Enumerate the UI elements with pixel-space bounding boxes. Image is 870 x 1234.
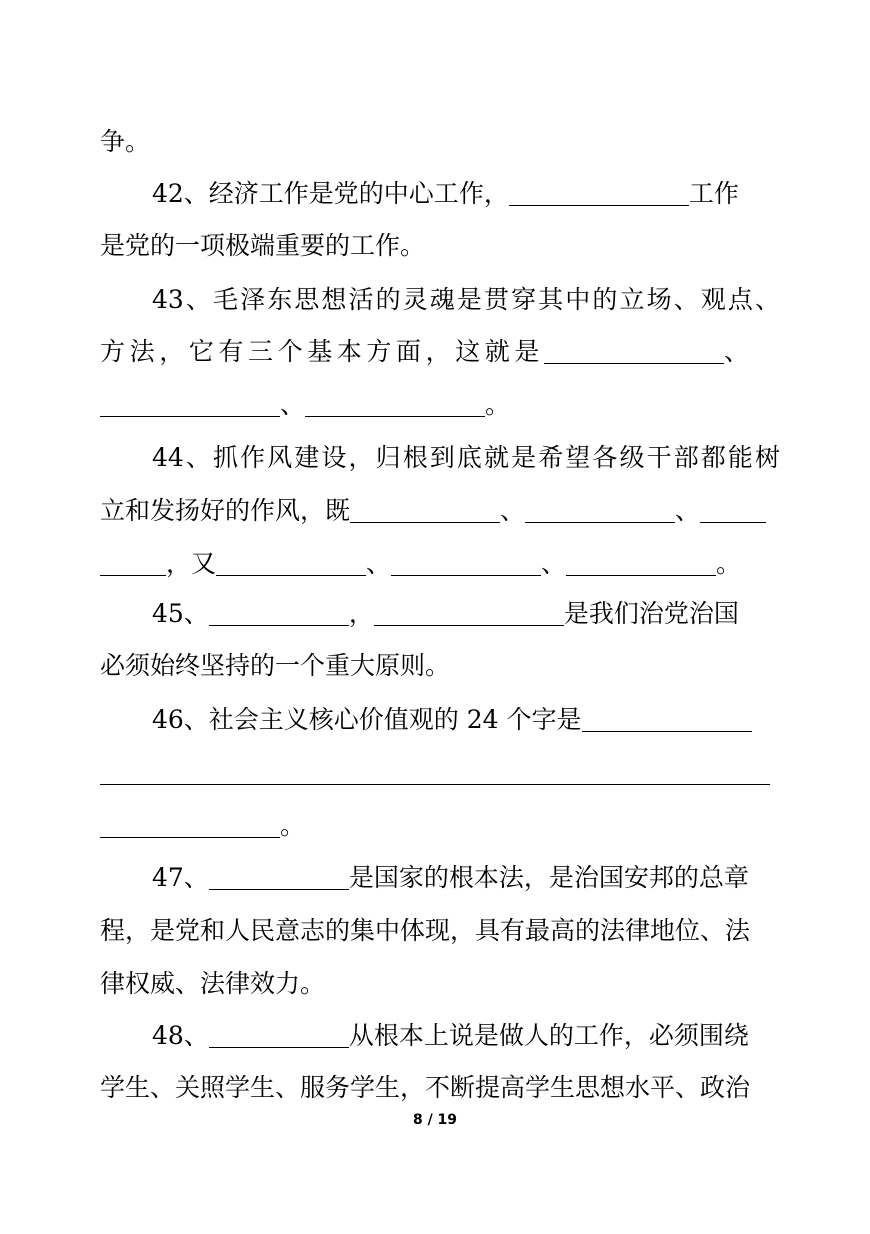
question-47: 47、 是国家的根本法，是治国安邦的总章 [152,863,749,892]
fill-blank[interactable] [582,705,752,732]
text-line: 争。 [100,127,151,156]
text-line: 学生、关照学生、服务学生，不断提高学生思想水平、政治 [100,1073,751,1102]
text-line [100,755,780,791]
question-42: 42、经济工作是党的中心工作， 工作 [152,179,739,208]
text-line: ，又 、 、 。 [100,546,780,582]
text-line: 方法，它有三个基本方面，这就是 、 [100,337,750,366]
question-48: 48、 从根本上说是做人的工作，必须围绕 [152,1021,749,1050]
text-line: 必须始终坚持的一个重大原则。 [100,651,451,680]
question-45: 45、 ， 是我们治党治国 [152,599,739,628]
fill-blank[interactable] [350,496,500,523]
fill-blank[interactable] [391,549,541,576]
fill-blank[interactable] [100,758,770,785]
text-line: 律权威、法律效力。 [100,969,326,998]
fill-blank[interactable] [544,337,724,364]
text-line: 是党的一项极端重要的工作。 [100,231,426,260]
fill-blank[interactable] [525,496,675,523]
question-43: 43、毛泽东思想活的灵魂是贯穿其中的立场、观点、 [152,285,780,314]
fill-blank[interactable] [374,599,564,626]
fill-blank[interactable] [509,179,689,206]
fill-blank[interactable] [209,599,349,626]
fill-blank[interactable] [305,390,485,417]
fill-blank[interactable] [566,549,716,576]
fill-blank[interactable] [100,811,280,838]
fill-blank[interactable] [700,496,766,523]
text-line: 、 。 [100,387,780,423]
fill-blank[interactable] [209,863,349,890]
fill-blank[interactable] [100,549,166,576]
text-line: 程，是党和人民意志的集中体现，具有最高的法律地位、法 [100,916,751,945]
question-46: 46、社会主义核心价值观的 24 个字是 [100,702,780,738]
page-number: 8 / 19 [412,1112,458,1128]
fill-blank[interactable] [100,390,280,417]
question-44: 44、抓作风建设，归根到底就是希望各级干部都能树 [152,443,780,472]
text-line: 。 [100,808,780,844]
fill-blank[interactable] [209,1021,349,1048]
fill-blank[interactable] [216,549,366,576]
text-line: 立和发扬好的作风，既 、 、 [100,493,780,529]
